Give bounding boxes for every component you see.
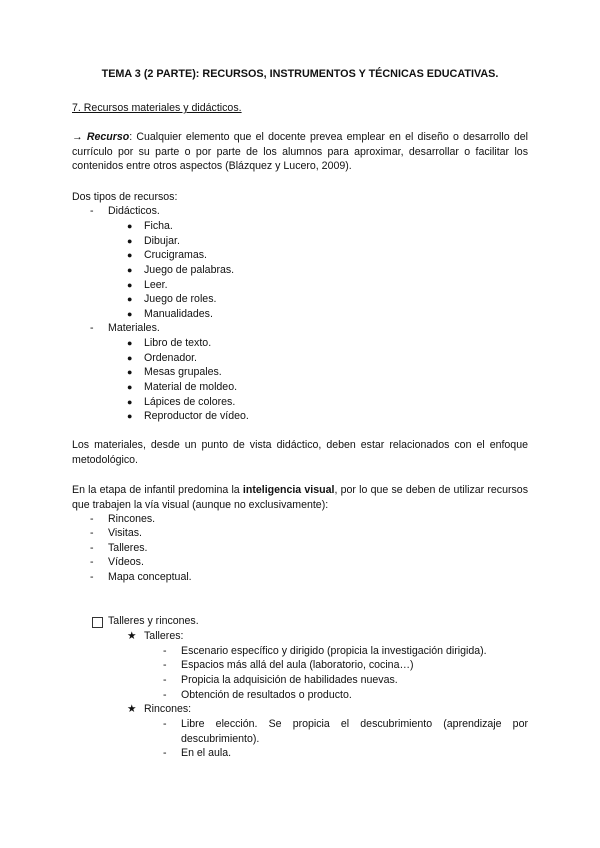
dash-marker: -: [163, 645, 167, 657]
dash-marker: -: [163, 659, 167, 671]
bullet-marker: ●: [127, 280, 133, 290]
list-item: Visitas.: [108, 527, 142, 539]
dash-marker: -: [90, 527, 94, 539]
list-item: Escenario específico y dirigido (propicia la investigación dirigida).: [181, 645, 487, 657]
list-item: Mapa conceptual.: [108, 571, 192, 583]
list-item: Juego de palabras.: [144, 264, 235, 276]
bullet-marker: ●: [127, 250, 133, 260]
list-item: Ficha.: [144, 220, 173, 232]
infantil-text-after: , por lo que se deben de utilizar recursos que trabajen la vía visual (aunque no exclusivamente):: [72, 484, 528, 511]
bullet-marker: ●: [127, 309, 133, 319]
star-icon: ★: [127, 630, 137, 642]
types-intro: Dos tipos de recursos:: [72, 191, 178, 203]
dash-marker: -: [90, 542, 94, 554]
list-item: Dibujar.: [144, 235, 180, 247]
list-item: Espacios más allá del aula (laboratorio, cocina…): [181, 659, 414, 671]
dash-marker: -: [163, 718, 167, 730]
dash-marker: -: [90, 513, 94, 525]
bullet-marker: ●: [127, 353, 133, 363]
section-heading: 7. Recursos materiales y didácticos.: [72, 102, 242, 114]
rincones-label: Rincones:: [144, 703, 192, 715]
list-item: Libre elección. Se propicia el descubrimiento (aprendizaje por descubrimiento).: [181, 718, 528, 745]
dash-marker: -: [90, 571, 94, 583]
bullet-marker: ●: [127, 397, 133, 407]
bullet-marker: ●: [127, 221, 133, 231]
dash-marker: -: [90, 322, 94, 334]
list-item: Leer.: [144, 279, 168, 291]
document-title: TEMA 3 (2 PARTE): RECURSOS, INSTRUMENTOS Y TÉCNICAS EDUCATIVAS.: [101, 68, 499, 80]
talleres-rincones-label: Talleres y rincones.: [108, 615, 199, 627]
bullet-marker: ●: [127, 294, 133, 304]
type-label-materiales: Materiales.: [108, 322, 160, 334]
recurso-definition: [72, 130, 528, 174]
dash-marker: -: [163, 747, 167, 759]
list-item: Rincones.: [108, 513, 156, 525]
bullet-marker: ●: [127, 382, 133, 392]
dash-marker: -: [163, 689, 167, 701]
list-item: Lápices de colores.: [144, 396, 236, 408]
list-item: Obtención de resultados o producto.: [181, 689, 352, 701]
talleres-label: Talleres:: [144, 630, 184, 642]
materials-paragraph: Los materiales, desde un punto de vista didáctico, deben estar relacionados con el enfoque metodológico.: [72, 439, 528, 466]
checkbox-icon: [92, 617, 103, 628]
dash-marker: -: [90, 205, 94, 217]
list-item: Mesas grupales.: [144, 366, 222, 378]
recurso-text: : Cualquier elemento que el docente prevea emplear en el diseño o desarrollo del currículo por su parte o por parte de los alumnos para aproximar, desarrollar o facilitar los contenidos entre otros aspectos (Blázquez y Lucero, 2009).: [72, 131, 528, 173]
list-item: Manualidades.: [144, 308, 213, 320]
bullet-marker: ●: [127, 265, 133, 275]
recurso-term: Recurso: [86, 131, 130, 143]
bullet-marker: ●: [127, 236, 133, 246]
list-item: Material de moldeo.: [144, 381, 238, 393]
list-item: Juego de roles.: [144, 293, 217, 305]
dash-marker: -: [90, 556, 94, 568]
infantil-paragraph: [72, 483, 528, 512]
list-item: Reproductor de vídeo.: [144, 410, 249, 422]
infantil-bold: inteligencia visual: [242, 484, 335, 496]
arrow-icon: →: [72, 131, 83, 143]
bullet-marker: ●: [127, 338, 133, 348]
bullet-marker: ●: [127, 411, 133, 421]
dash-marker: -: [163, 674, 167, 686]
list-item: Talleres.: [108, 542, 148, 554]
star-icon: ★: [127, 703, 137, 715]
infantil-text-before: En la etapa de infantil predomina la: [72, 484, 243, 496]
list-item: En el aula.: [181, 747, 232, 759]
type-label-didacticos: Didácticos.: [108, 205, 160, 217]
bullet-marker: ●: [127, 367, 133, 377]
list-item: Vídeos.: [108, 556, 144, 568]
list-item: Ordenador.: [144, 352, 198, 364]
list-item: Libro de texto.: [144, 337, 212, 349]
list-item: Propicia la adquisición de habilidades nuevas.: [181, 674, 398, 686]
list-item: Crucigramas.: [144, 249, 207, 261]
